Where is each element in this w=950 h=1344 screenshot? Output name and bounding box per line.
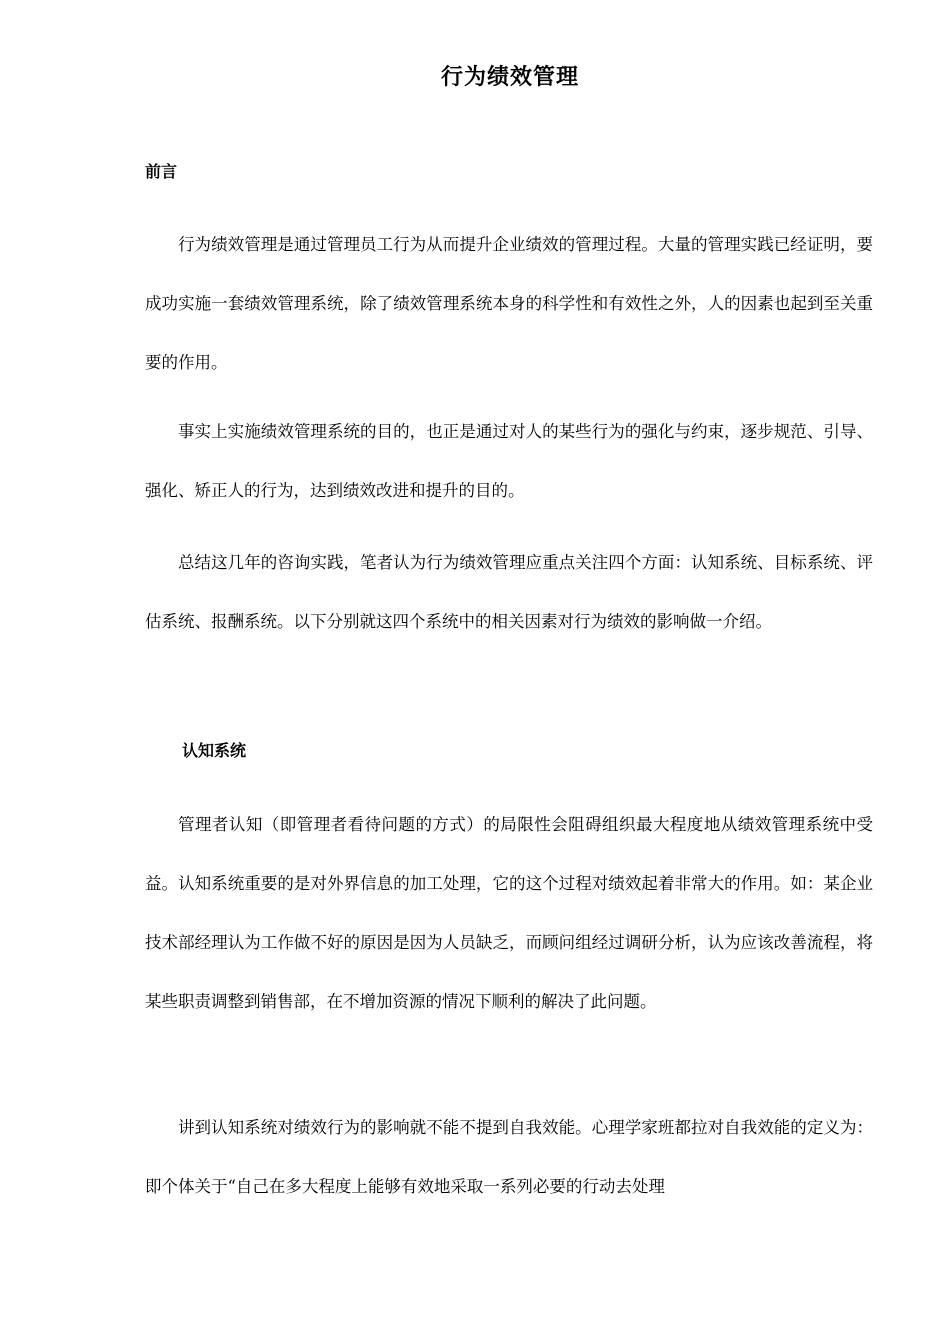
paragraph-5: 讲到认知系统对绩效行为的影响就不能不提到自我效能。心理学家班都拉对自我效能的定义为：即个体关于“自己在多大程度上能够有效地采取一系列必要的行动去处理 — [145, 1118, 873, 1196]
paragraph-3: 总结这几年的咨询实践，笔者认为行为绩效管理应重点关注四个方面：认知系统、目标系统、评估系统、报酬系统。以下分别就这四个系统中的相关因素对行为绩效的影响做一介绍。 — [145, 553, 873, 631]
paragraph-4: 管理者认知（即管理者看待问题的方式）的局限性会阻碍组织最大程度地从绩效管理系统中受益。认知系统重要的是对外界信息的加工处理，它的这个过程对绩效起着非常大的作用。如：某企业技术部经理认为工作做不好的原因是因为人员缺乏，而顾问组经过调研分析，认为应该改善流程，将某些职责调整到销售部，在不增加资源的情况下顺利的解决了此问题。 — [145, 815, 873, 1011]
section-heading-preface: 前言 — [145, 162, 178, 181]
document-title: 行为绩效管理 — [440, 64, 579, 90]
section-heading-cognition: 认知系统 — [182, 741, 247, 760]
paragraph-2: 事实上实施绩效管理系统的目的，也正是通过对人的某些行为的强化与约束，逐步规范、引导、强化、矫正人的行为，达到绩效改进和提升的目的。 — [145, 422, 873, 500]
paragraph-1: 行为绩效管理是通过管理员工行为从而提升企业绩效的管理过程。大量的管理实践已经证明，要成功实施一套绩效管理系统，除了绩效管理系统本身的科学性和有效性之外，人的因素也起到至关重要的作用。 — [145, 235, 873, 372]
